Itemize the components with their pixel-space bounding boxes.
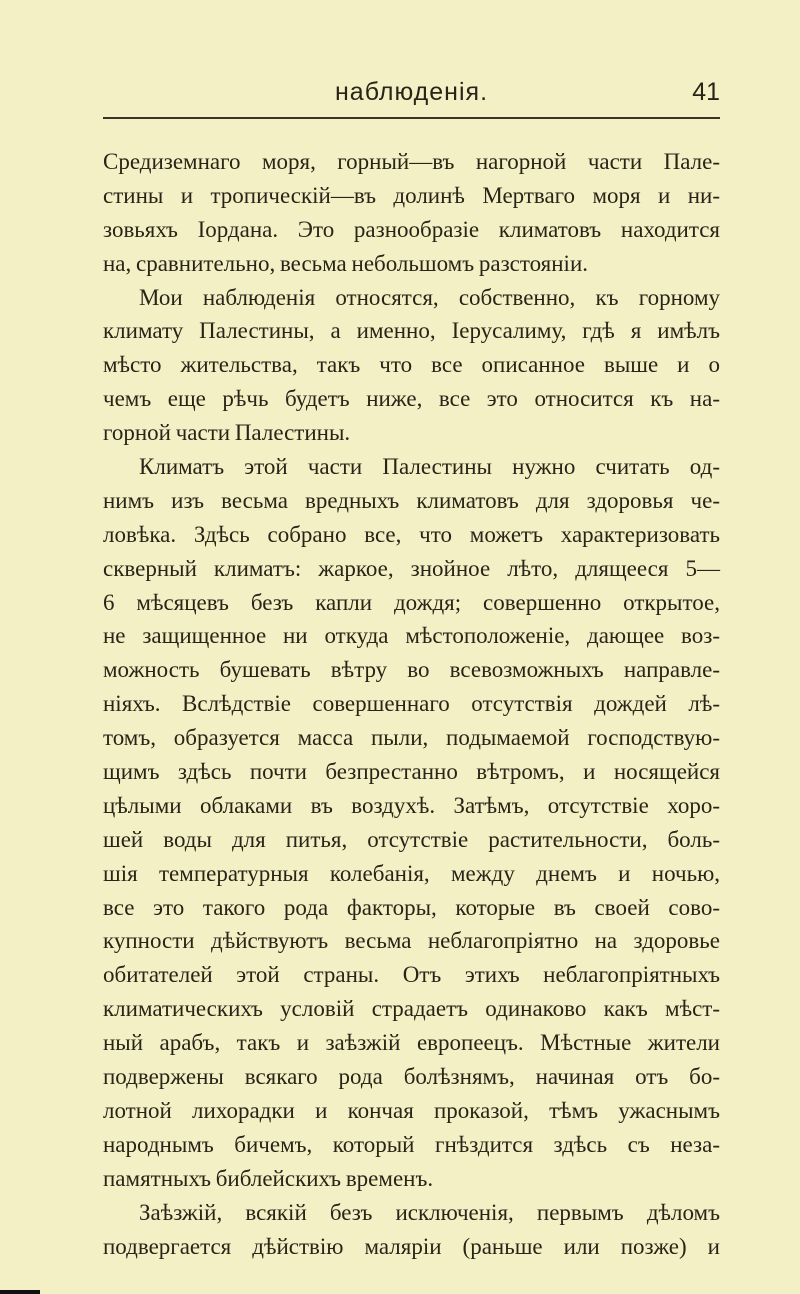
- text-line: обитателей этой страны. Отъ этихъ неблагопріятныхъ: [103, 962, 720, 988]
- text-line: скверный климатъ: жаркое, знойное лѣто, длящееся 5—: [103, 555, 720, 581]
- text-line: томъ, образуется масса пыли, подымаемой господствую-: [103, 725, 720, 751]
- text-line: народнымъ бичемъ, который гнѣздится здѣсь съ неза-: [103, 1131, 720, 1157]
- body-text: [103, 145, 720, 1263]
- text-line: ный арабъ, такъ и заѣзжій европеецъ. Мѣстные жители: [103, 1030, 720, 1056]
- text-line: климатическихъ условій страдаетъ одинаково какъ мѣст-: [103, 996, 720, 1022]
- text-line: щимъ здѣсь почти безпрестанно вѣтромъ, и носящейся: [103, 759, 720, 785]
- text-line: Заѣзжій, всякій безъ исключенія, первымъ дѣломъ: [139, 1199, 720, 1225]
- text-line: на, сравнительно, весьма небольшомъ разстояніи.: [103, 250, 589, 276]
- running-head-title: наблюденія.: [334, 78, 489, 106]
- text-line: купности дѣйствуютъ весьма неблагопріятно на здоровье: [103, 928, 720, 954]
- text-line: мѣсто жительства, такъ что все описанное выше и о: [103, 352, 720, 378]
- text-line: 6 мѣсяцевъ безъ капли дождя; совершенно открытое,: [103, 589, 720, 615]
- scan-edge: [0, 1290, 40, 1294]
- text-line: горной части Палестины.: [103, 420, 351, 446]
- page-number: 41: [692, 78, 720, 106]
- text-line: не защищенное ни откуда мѣстоположеніе, дающее воз-: [103, 623, 720, 649]
- text-line: чемъ еще рѣчь будетъ ниже, все это относится къ на-: [103, 386, 720, 412]
- text-line: шей воды для питья, отсутствіе растительности, боль-: [103, 826, 720, 852]
- text-line: зовьяхъ Іордана. Это разнообразіе климатовъ находится: [103, 216, 720, 242]
- running-head: [103, 78, 720, 112]
- text-line: климату Палестины, а именно, Іерусалиму, гдѣ я имѣлъ: [103, 318, 720, 344]
- text-line: шія температурныя колебанія, между днемъ и ночью,: [103, 860, 720, 886]
- text-line: ловѣка. Здѣсь собрано все, что можетъ характеризовать: [103, 521, 720, 547]
- text-line: цѣлыми облаками въ воздухѣ. Затѣмъ, отсутствіе хоро-: [103, 792, 720, 818]
- text-line: Мои наблюденія относятся, собственно, къ горному: [139, 284, 720, 310]
- text-line: все это такого рода факторы, которые въ своей сово-: [103, 894, 720, 920]
- text-line: можность бушевать вѣтру во всевозможныхъ направле-: [103, 657, 720, 683]
- text-line: памятныхъ библейскихъ временъ.: [103, 1165, 434, 1191]
- text-line: ніяхъ. Вслѣдствіе совершеннаго отсутствія дождей лѣ-: [103, 691, 720, 717]
- text-line: подвергается дѣйствію маляріи (раньше или позже) и: [103, 1233, 720, 1259]
- text-line: Климатъ этой части Палестины нужно считать од-: [139, 454, 720, 480]
- header-rule: [103, 117, 720, 119]
- text-line: подвержены всякаго рода болѣзнямъ, начиная отъ бо-: [103, 1064, 720, 1090]
- text-line: нимъ изъ весьма вредныхъ климатовъ для здоровья че-: [103, 487, 720, 513]
- text-line: Средиземнаго моря, горный—въ нагорной части Пале-: [103, 149, 720, 174]
- text-line: стины и тропическій—въ долинѣ Мертваго моря и ни-: [103, 182, 720, 208]
- text-line: лотной лихорадки и кончая проказой, тѣмъ ужаснымъ: [103, 1097, 720, 1123]
